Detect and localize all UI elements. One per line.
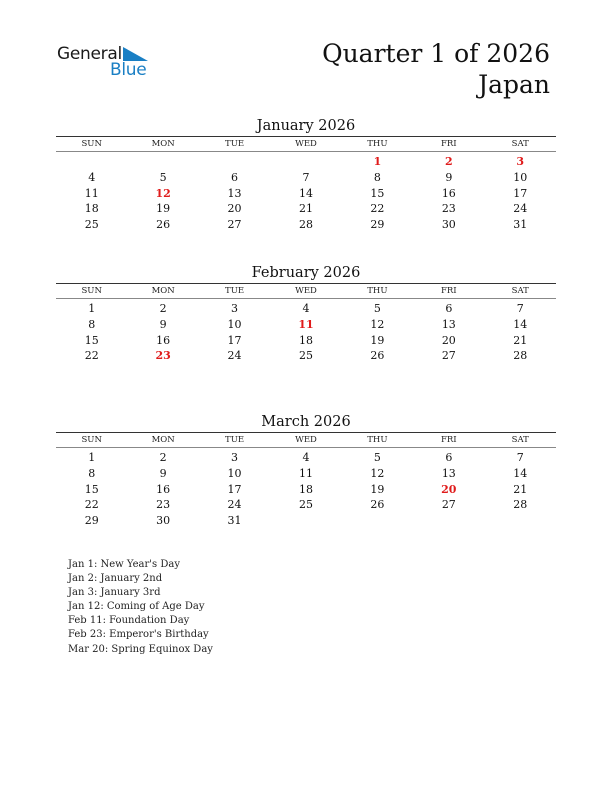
holiday-list [68,558,213,657]
weekday-label: SAT [511,286,529,296]
date-cell: 1 [88,451,96,464]
country-name: Japan [478,70,550,99]
date-cell: 5 [373,302,381,315]
date-cell: 13 [441,317,456,331]
week-row [56,154,556,170]
page-header [322,38,550,100]
date-cell: 14 [298,186,313,200]
date-cell: 6 [445,451,453,464]
weekday-label: SUN [81,286,102,296]
date-cell: 18 [84,202,99,216]
holiday-date-cell: 23 [155,349,171,363]
week-row [56,186,556,202]
holiday-item: Jan 3: January 3rd [68,587,161,599]
date-cell: 12 [370,317,385,331]
date-cell: 27 [441,498,456,512]
generalblue-logo [57,42,167,84]
month-grid [56,152,556,233]
date-cell: 19 [370,333,385,347]
holiday-date-cell: 11 [298,317,314,331]
date-cell: 8 [88,317,96,331]
date-cell: 13 [441,466,456,480]
date-cell: 6 [445,302,453,315]
date-cell: 15 [84,482,99,496]
date-cell [199,154,270,170]
date-cell: 11 [84,186,99,200]
date-cell: 1 [88,302,96,315]
date-cell: 11 [298,466,313,480]
date-cell: 3 [231,451,239,464]
week-row [56,348,556,364]
weekday-label: THU [367,139,388,149]
weekday-header-row [56,136,556,152]
date-cell: 6 [231,170,239,184]
date-cell: 10 [227,466,242,480]
date-cell: 23 [156,498,171,512]
weekday-label: SAT [511,139,529,149]
date-cell: 31 [513,218,528,232]
page-title: Quarter 1 of 2026 [322,39,550,68]
date-cell: 4 [302,302,310,315]
date-cell: 15 [370,186,385,200]
date-cell: 18 [298,482,313,496]
week-row [56,317,556,333]
date-cell: 16 [156,482,171,496]
weekday-label: WED [295,139,317,149]
weekday-label: WED [295,435,317,445]
date-cell: 16 [156,333,171,347]
holiday-date-cell: 3 [516,155,525,168]
weekday-label: THU [367,435,388,445]
date-cell: 31 [227,514,242,528]
week-row [56,170,556,186]
week-row [56,333,556,349]
date-cell: 9 [159,466,167,480]
date-cell: 25 [298,498,313,512]
week-row [56,482,556,498]
weekday-label: MON [151,435,175,445]
date-cell: 22 [84,349,99,363]
week-row [56,217,556,233]
date-cell: 29 [84,514,99,528]
date-cell: 17 [513,186,528,200]
date-cell: 14 [513,466,528,480]
date-cell: 24 [227,349,242,363]
date-cell: 24 [513,202,528,216]
weekday-label: FRI [440,139,457,149]
date-cell: 9 [159,317,167,331]
date-cell: 27 [227,218,242,232]
weekday-label: WED [295,286,317,296]
date-cell: 25 [84,218,99,232]
holiday-date-cell: 12 [155,186,171,200]
month-title: March 2026 [261,414,351,430]
weekday-label: SUN [81,435,102,445]
holiday-item: Feb 11: Foundation Day [68,615,190,627]
date-cell: 7 [516,451,524,464]
holiday-date-cell: 20 [441,482,457,496]
date-cell: 24 [227,498,242,512]
weekday-label: SAT [511,435,529,445]
week-row [56,450,556,466]
week-row [56,466,556,482]
holiday-item: Jan 1: New Year's Day [68,559,180,570]
holiday-item: Jan 2: January 2nd [68,573,163,585]
weekday-label: FRI [440,435,457,445]
date-cell: 10 [513,170,528,184]
month-february [56,263,556,364]
weekday-label: TUE [225,286,245,296]
holiday-item: Jan 12: Coming of Age Day [68,601,205,613]
date-cell: 17 [227,333,242,347]
date-cell: 22 [370,202,385,216]
date-cell: 9 [445,170,453,184]
date-cell: 8 [373,170,381,184]
month-grid [56,299,556,364]
month-march [56,412,556,529]
weekday-label: THU [367,286,388,296]
date-cell [270,513,341,529]
date-cell: 19 [156,202,171,216]
weekday-label: MON [151,286,175,296]
date-cell: 5 [373,451,381,464]
date-cell: 20 [441,333,456,347]
date-cell: 2 [159,451,167,464]
date-cell: 25 [298,349,313,363]
date-cell: 30 [441,218,456,232]
weekday-header-row [56,283,556,299]
holiday-item: Mar 20: Spring Equinox Day [68,643,213,655]
date-cell: 22 [84,498,99,512]
date-cell: 4 [302,451,310,464]
date-cell: 16 [441,186,456,200]
week-row [56,301,556,317]
date-cell: 29 [370,218,385,232]
month-title: February 2026 [251,265,361,281]
date-cell: 4 [88,170,96,184]
date-cell: 17 [227,482,242,496]
date-cell: 7 [516,302,524,315]
weekday-label: TUE [225,435,245,445]
month-january [56,116,556,233]
date-cell [56,154,127,170]
month-title: January 2026 [256,118,356,134]
date-cell: 28 [298,218,313,232]
date-cell: 27 [441,349,456,363]
date-cell: 21 [513,482,528,496]
holiday-date-cell: 2 [444,155,453,168]
date-cell: 13 [227,186,242,200]
month-grid [56,448,556,529]
date-cell [270,154,341,170]
date-cell: 21 [513,333,528,347]
holiday-date-cell: 1 [373,155,382,168]
date-cell: 23 [441,202,456,216]
date-cell: 15 [84,333,99,347]
date-cell: 7 [302,170,310,184]
date-cell: 19 [370,482,385,496]
weekday-label: SUN [81,139,102,149]
date-cell: 14 [513,317,528,331]
weekday-label: MON [151,139,175,149]
weekday-label: FRI [440,286,457,296]
date-cell: 18 [298,333,313,347]
date-cell: 28 [513,349,528,363]
logo-general-text: General [57,44,122,64]
date-cell: 5 [159,170,167,184]
date-cell: 26 [370,498,385,512]
week-row [56,201,556,217]
date-cell: 28 [513,498,528,512]
date-cell: 26 [370,349,385,363]
date-cell: 20 [227,202,242,216]
date-cell [485,513,556,529]
weekday-label: TUE [225,139,245,149]
logo-blue-text: Blue [110,60,147,80]
week-row [56,513,556,529]
date-cell: 30 [156,514,171,528]
date-cell [127,154,198,170]
date-cell: 26 [156,218,171,232]
date-cell: 21 [298,202,313,216]
date-cell: 12 [370,466,385,480]
date-cell: 2 [159,302,167,315]
week-row [56,497,556,513]
date-cell [413,513,484,529]
holiday-item: Feb 23: Emperor's Birthday [68,629,209,641]
date-cell: 3 [231,302,239,315]
date-cell: 8 [88,466,96,480]
date-cell [342,513,413,529]
weekday-header-row [56,432,556,448]
date-cell: 10 [227,317,242,331]
